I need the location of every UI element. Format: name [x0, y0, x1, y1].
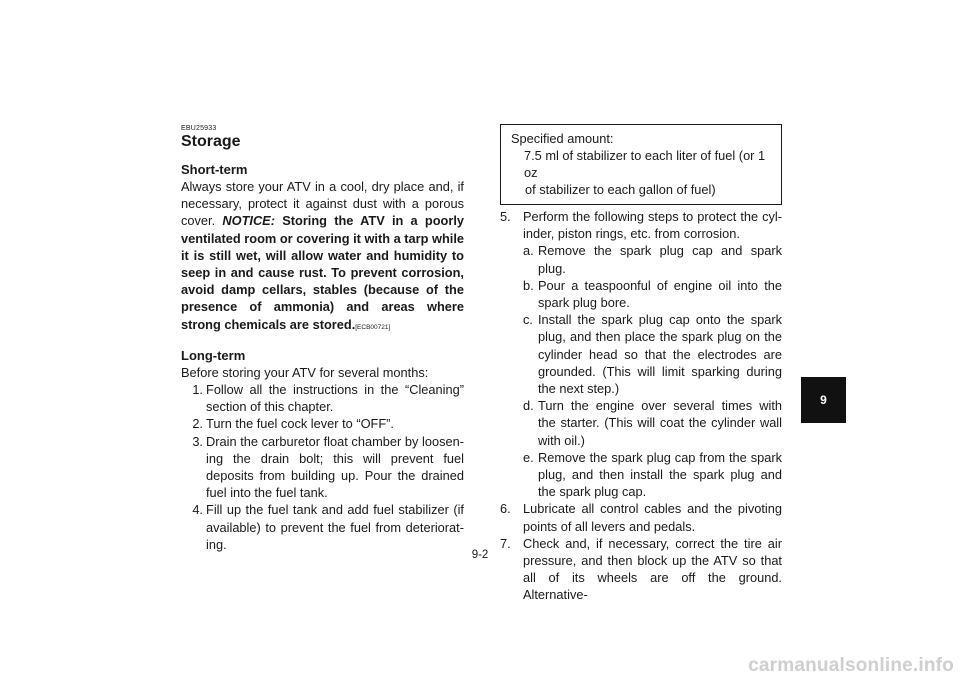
- step-number: 5.: [500, 209, 511, 224]
- step-number: 1.: [192, 382, 203, 398]
- step-text: Lubricate all control cables and the pivoting points of all levers and pedals.: [523, 501, 782, 534]
- chapter-tab: 9: [801, 377, 846, 423]
- long-term-intro: Before storing your ATV for several months:: [181, 364, 429, 380]
- spec-box: [500, 124, 782, 205]
- page-title: Storage: [181, 133, 241, 150]
- sub-step-text: Remove the spark plug cap and spark plug.: [538, 243, 782, 276]
- step-text: Drain the carburetor float chamber by loosening the drain bolt; this will prevent fuel deposits from building up. Pour the drained fuel into the fuel tank.: [206, 433, 464, 501]
- watermark: carmanualsonline.info: [748, 655, 954, 676]
- list-item: [500, 449, 782, 501]
- list-item: [500, 397, 782, 449]
- sub-step-letter: b.: [523, 277, 534, 293]
- list-item: [500, 242, 782, 276]
- sub-step-letter: d.: [523, 398, 534, 414]
- notice-label: NOTICE:: [222, 213, 275, 229]
- step-text: Follow all the instructions in the “Cleaning” section of this chapter.: [206, 382, 464, 415]
- spec-value-line1: 7.5 ml of stabilizer to each liter of fuel (or 1 oz: [524, 148, 766, 180]
- sub-step-text: Install the spark plug cap onto the spark plug, and then place the spark plug on the cylinder head so that the electrodes are grounded. (This will limit sparking during the next step.): [538, 312, 782, 397]
- sub-step-letter: a.: [523, 243, 534, 259]
- sub-step-letter: c.: [523, 312, 533, 328]
- list-item: [181, 433, 464, 502]
- spec-value-line2: of stabilizer to each gallon of fuel): [525, 182, 716, 197]
- step-number: 3.: [192, 433, 203, 449]
- step-number: 7.: [500, 535, 511, 551]
- list-item: [500, 277, 782, 311]
- step-number: 2.: [192, 416, 203, 432]
- sub-step-letter: e.: [523, 449, 534, 465]
- step-number: 6.: [500, 501, 511, 517]
- short-term-text: Always store your ATV in a cool, dry place and, if necessary, protect it against dust with a porous cover.: [181, 179, 464, 229]
- list-item: [181, 501, 464, 553]
- left-column: [181, 125, 464, 553]
- notice-text: Storing the ATV in a poorly ventilated room or covering it with a tarp while it is still wet, will allow water and humidity to seep in and cause rust. To prevent corrosion, avoid damp cellars, stables (because of the presence of ammonia) and areas where strong chemicals are stored.: [181, 213, 464, 332]
- step-text: Check and, if necessary, correct the tire air pressure, and then block up the ATV so that all of its wheels are off the ground. Alternative-: [523, 535, 782, 603]
- list-item: [500, 500, 782, 534]
- short-term-heading: Short-term: [181, 162, 248, 177]
- sub-steps: [500, 242, 782, 500]
- list-item: [181, 415, 464, 432]
- step-text: Perform the following steps to protect the cylinder, piston rings, etc. from corrosion.: [523, 209, 782, 242]
- step-text: Turn the fuel cock lever to “OFF”.: [206, 416, 394, 432]
- long-term-steps: [181, 381, 464, 553]
- step-text: Fill up the fuel tank and add fuel stabilizer (if available) to prevent the fuel from deteriorating.: [206, 502, 464, 552]
- sub-step-text: Turn the engine over several times with the starter. (This will coat the cylinder wall with oil.): [538, 398, 782, 448]
- long-term-heading: Long-term: [181, 347, 246, 363]
- notice-ref: [ECB00721]: [355, 323, 391, 331]
- right-column: [500, 124, 782, 604]
- sub-step-text: Pour a teaspoonful of engine oil into the spark plug bore.: [538, 277, 782, 311]
- list-item: [500, 208, 782, 242]
- section-code: EBU25933: [181, 125, 217, 132]
- storage-steps-continued: [500, 208, 782, 242]
- spec-label: Specified amount:: [511, 131, 614, 146]
- page-number: 9-2: [471, 549, 489, 561]
- list-item: [500, 535, 782, 604]
- list-item: [181, 381, 464, 415]
- sub-step-text: Remove the spark plug cap from the spark plug, and then install the spark plug and the spark plug cap.: [538, 449, 782, 500]
- list-item: [500, 311, 782, 397]
- step-number: 4.: [192, 502, 203, 518]
- short-term-paragraph: [181, 178, 464, 336]
